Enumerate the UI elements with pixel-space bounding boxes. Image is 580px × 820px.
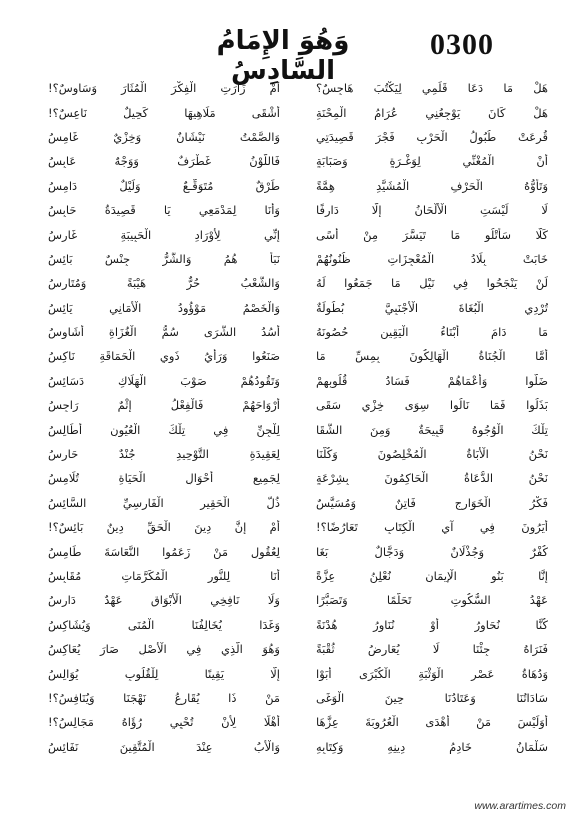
verse-row <box>48 710 548 734</box>
second-hemistich: إِلَّا يَقِينًا لِلْقُلُوبِ يُوَالِسُ <box>48 666 280 681</box>
first-hemistich: نَحْنُ الدُّعَاةُ الْحَاكِمُونَ بِشِرْعَةٍ <box>316 471 548 486</box>
first-hemistich: ضَلُّوا وَأَعْمَاهُمْ فَسَادُ قُلُوبِهِمْ <box>316 373 548 388</box>
verse-row <box>48 686 548 710</box>
first-hemistich: فَكْرُ الْخَوَارِجِ فَاتِنٌ وَمُسَيَّسٌ <box>316 495 548 510</box>
second-hemistich: لِجَمِيعِ أَحْوَالِ الْحَيَاةِ تُلَامِسُ <box>48 471 280 486</box>
first-hemistich: تُرْدِي الْبُغَاةَ الْأَجْنَبِيَّ بُطُولَةٌ <box>316 300 548 315</box>
first-hemistich: كُنَّا نُحَاوِرُ أَوْ نُنَاوِرُ هُدْنَةً <box>316 617 548 632</box>
verse-row <box>48 539 548 563</box>
verse-row <box>48 442 548 466</box>
second-hemistich: أَمْ زَارَتِ الْفِكْرَ الْمُثَارَ وَسَاوِسٌ؟! <box>48 81 280 96</box>
verse-row <box>48 588 548 612</box>
second-hemistich: لِلْجِنِّ فِي تِلْكَ الْعُيُونِ أَطَالِسُ <box>48 422 280 437</box>
verse-row <box>48 296 548 320</box>
first-hemistich: مَا دَامَ أَبْنَاءُ الْيَقِينِ حُصُونَهُ <box>316 325 548 340</box>
second-hemistich: وَالْأَبُ عِنْدَ الْمُتَّقِينَ نَفَائِسُ <box>48 739 280 754</box>
verse-row <box>48 564 548 588</box>
poem-title: وَهُوَ الإِمَامُ السَّادِسُ <box>216 26 350 86</box>
first-hemistich: وَتَأَوُّهُ الْحَرْفِ الْمُشَيَّدِ هِمَّةً <box>316 178 548 193</box>
verse-row <box>48 369 548 393</box>
second-hemistich: وَالصَّمْتُ نَيْشَانٌ وَخِزْيٌ غَامِسُ <box>48 129 280 144</box>
second-hemistich: وَالْخَصْمُ مَوْؤُودُ الْأَمَانِي يَائِسُ <box>48 300 280 315</box>
second-hemistich: صَنَعُوا وَرَأْيُ ذَوِي الْحَمَاقَةِ نَاكِسُ <box>48 349 280 364</box>
first-hemistich: أَيَرُونَ فِي آيِ الْكِتَابِ تَعَارُضًا؟! <box>316 520 548 535</box>
first-hemistich: تِلْكَ الْوُجُوهُ قَبِيحَةٌ وَمِنَ الشَّقَا <box>316 422 548 437</box>
second-hemistich: وَأَنَا لِمَدْمَعِي يَا قَصِيدَةُ حَابِسُ <box>48 203 280 218</box>
verse-row <box>48 222 548 246</box>
first-hemistich: لَا لَيْسَتِ الْأَلْحَانُ إِلَّا دَارِفًا <box>316 203 548 218</box>
second-hemistich: وَغَدَا يُخَالِفُنَا الْمُنَى وَيُشَاكِسُ <box>48 617 280 632</box>
second-hemistich: أَنَا لِلنُّورِ الْمُكَرَّمَاتِ مُقَابِسُ <box>48 569 280 583</box>
verse-row <box>48 271 548 295</box>
verse-row <box>48 491 548 515</box>
first-hemistich: فَنَرَاهُ جِئْنَا لَا يُعَارِضُ ثُقْبَةً <box>316 642 548 657</box>
second-hemistich: لِعَقِيدَةِ التَّوْحِيدِ جُنْدٌ حَارِسُ <box>48 447 280 462</box>
second-hemistich: فَاللَّوْنُ غَطْرَفٌ وَوَجْهٌ عَابِسُ <box>48 154 280 169</box>
first-hemistich: سَلْمَانُ خَادِمُ دِينِهِ وَكِتَابِهِ <box>316 739 548 754</box>
verse-row <box>48 174 548 198</box>
verse-row <box>48 735 548 759</box>
second-hemistich: نَبَأٌ هُمُ وَالشَّرُّ جِنْسٌ بَائِسُ <box>48 251 280 266</box>
first-hemistich: بَذَلُوا فَمَا نَالُوا سِوَى خِزْيٍ سَقَى <box>316 398 548 413</box>
second-hemistich: أَمْ إِنَّ دِينَ الْحَقِّ دِينٌ بَائِسٌ؟! <box>48 520 280 535</box>
first-hemistich: خَابَتْ بِلَادُ الْمُعْجِزَاتِ ظُنُونُهُمْ <box>316 251 548 266</box>
second-hemistich: مَنْ ذَا يُقَارِعُ نَهْجَنَا وَيُنَافِسُ؟! <box>48 690 280 705</box>
verse-row <box>48 466 548 490</box>
first-hemistich: إِنَّا بَنُو الْإِيمَانِ نُعْلِنُ عِزَّةً <box>316 569 548 583</box>
second-hemistich: طَرْقٌ مُتَوَقِّـعٌ وَلَيْلٌ دَامِسُ <box>48 178 280 193</box>
verse-row <box>48 393 548 417</box>
second-hemistich: ذُلُّ الْحَقِيرِ الْفَارِسِيِّ السَّائِسُ <box>48 495 280 510</box>
verse-row <box>48 76 548 100</box>
verse-row <box>48 344 548 368</box>
second-hemistich: لِعُقُولِ مَنْ زَعَمُوا النَّعَاسَةَ طَامِسُ <box>48 544 280 559</box>
verse-row <box>48 198 548 222</box>
footer-website: www.arartimes.com <box>474 800 566 812</box>
verse-row <box>48 637 548 661</box>
verse-row <box>48 320 548 344</box>
verse-row <box>48 125 548 149</box>
first-hemistich: لَنْ يَنْجَحُوا فِي نَيْلِ مَا جَمَعُوا لَهُ <box>316 276 548 291</box>
first-hemistich: أَنْ الْمُغْنِّي لِوَغْـرَةٍ وَصَبَابَةٍ <box>316 154 548 169</box>
second-hemistich: وَتَقُودُهُمْ صَوْبَ الْهَلَاكِ دَسَائِسُ <box>48 373 280 388</box>
first-hemistich: عَهْدُ السُّكُوتِ تَحَلُّمًا وَتَصَبُّرًا <box>316 593 548 608</box>
second-hemistich: وَهُوَ الَّذِي فِي الْأَصْلِ صَارَ يُعَاكِسُ <box>48 642 280 657</box>
second-hemistich: أَرْوَاحَهُمْ فَالْفِعْلُ إِثْمٌ رَاجِسُ <box>48 398 280 413</box>
first-hemistich: أَمَّا الْجُنَاةُ الْهَالِكُونَ بِمِسِّ مَا <box>316 349 548 364</box>
second-hemistich: وَلَا نَافِخِي الْأَبْوَاقِ عَهْدٌ دَارِسُ <box>48 593 280 608</box>
first-hemistich: هَلْ كَانَ يَوْجِعُنِي عُرَامُ الْمِحْنَةِ <box>316 105 548 120</box>
second-hemistich: أَشْقَى مَلَاهِيهَا كَحِيلٌ نَاعِسٌ؟! <box>48 105 280 120</box>
verse-row <box>48 247 548 271</box>
second-hemistich: أُسُدُ الشَّرَى سُمُّ الْغُزَاةِ أَشَاوِسُ <box>48 325 280 340</box>
first-hemistich: سَادَاتُنَا وَعَتَادُنَا حِينَ الْوَغَى <box>316 690 548 705</box>
first-hemistich: هَلْ مَا دَعَا قَلَمِي لِيَكْتُبَ هَاجِسٌ؟ <box>316 81 548 96</box>
poem-number: 0300 <box>430 28 494 61</box>
verse-row <box>48 100 548 124</box>
first-hemistich: كُفْرٌ وَجُذْلَانٌ وَدَجَّالٌ بَغَا <box>316 544 548 559</box>
verse-row <box>48 613 548 637</box>
verse-row <box>48 149 548 173</box>
first-hemistich: أَوَلَيْسَ مَنْ أَهْدَى الْعُرُوبَةَ عِزَّهَا <box>316 715 548 730</box>
second-hemistich: وَالشَّعْبُ حُرٌّ هَيْبَةً وَمُتَارِسُ <box>48 276 280 291</box>
verse-row <box>48 661 548 685</box>
first-hemistich: نَحْنُ الْأُبَاةُ الْمُخْلِصُونَ وَكُلُّنَا <box>316 447 548 462</box>
second-hemistich: إِنِّي لِأَوْرَادِ الْحَبِيبَةِ غَارِسُ <box>48 227 280 242</box>
second-hemistich: أَهْلًا لِأَنْ تُحْيِي رُؤَاهُ مَجَالِسُ؟! <box>48 715 280 730</box>
first-hemistich: قُرِعَتْ طُبُولُ الْحَرْبِ فَجْرَ قَصِيدَتِي <box>316 129 548 144</box>
first-hemistich: وَدُهَاةُ عَصْرِ الْوَثْبَةِ الْكُبْرَى أَبَوْا <box>316 666 548 681</box>
verse-row <box>48 515 548 539</box>
poem-header <box>0 26 580 86</box>
verse-row <box>48 417 548 441</box>
verse-list <box>48 76 548 759</box>
first-hemistich: كَلَّا سَأَتْلُو مَا تَيَسَّرَ مِنْ أَسًى <box>316 227 548 242</box>
